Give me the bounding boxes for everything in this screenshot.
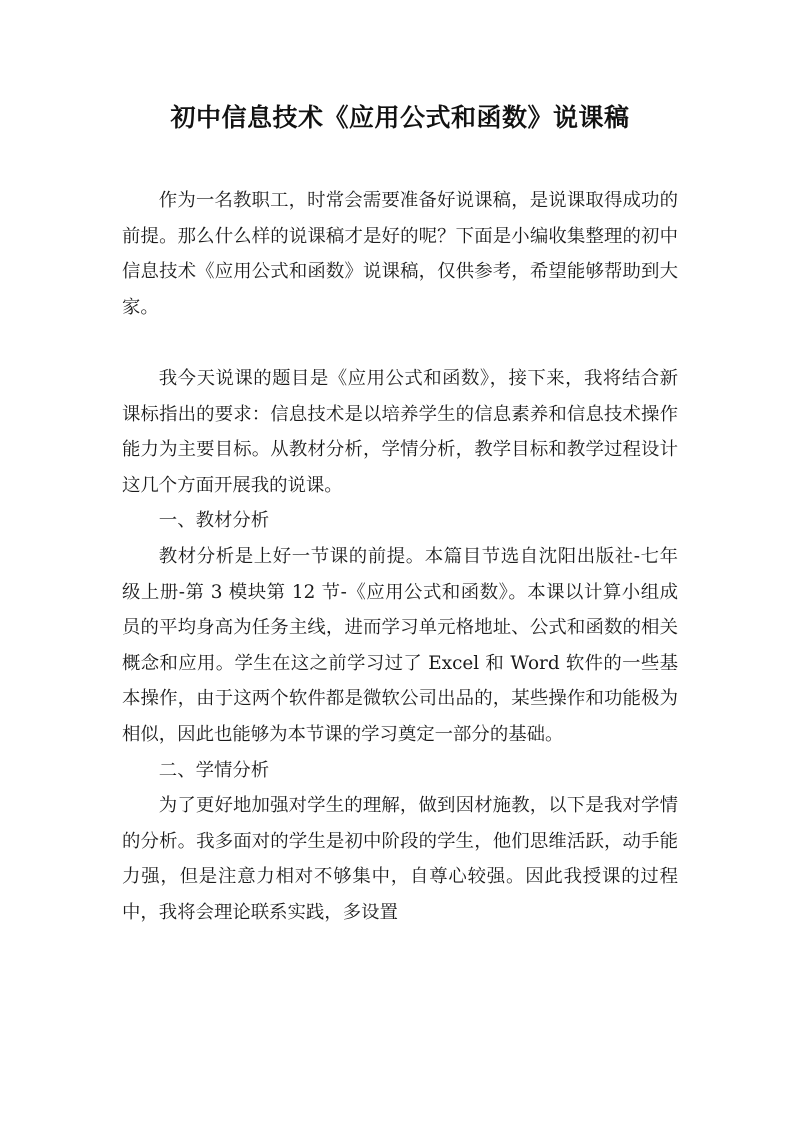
document-body — [122, 183, 678, 930]
topic-paragraph: 我今天说课的题目是《应用公式和函数》，接下来，我将结合新课标指出的要求：信息技术是以培养学生的信息素养和信息技术操作能力为主要目标。从教材分析，学情分析，教学目标和教学过程设计这几个方面开展我的说课。 — [122, 367, 678, 496]
student-analysis-paragraph: 为了更好地加强对学生的理解，做到因材施教，以下是我对学情的分析。我多面对的学生是初中阶段的学生，他们思维活跃，动手能力强，但是注意力相对不够集中，自尊心较强。因此我授课的过程中，我将会理论联系实践，多设置 — [122, 795, 678, 923]
document-title: 初中信息技术《应用公式和函数》说课稿 — [170, 103, 630, 132]
section-heading-student-analysis: 二、学情分析 — [158, 759, 270, 781]
intro-paragraph: 作为一名教职工，时常会需要准备好说课稿，是说课取得成功的前提。那么什么样的说课稿才是好的呢？下面是小编收集整理的初中信息技术《应用公式和函数》说课稿，仅供参考，希望能够帮助到大家。 — [122, 190, 678, 318]
paragraph-spacer — [122, 325, 678, 361]
section-heading-textbook-analysis: 一、教材分析 — [158, 510, 270, 532]
textbook-analysis-paragraph: 教材分析是上好一节课的前提。本篇目节选自沈阳出版社-七年级上册-第 3 模块第 12 节-《应用公式和函数》。本课以计算小组成员的平均身高为任务主线，进而学习单元格地址、公式和函数的相关概念和应用。学生在这之前学习过了 Excel 和 Word 软件的一些基本操作，由于这两个软件都是微软公司出品的，某些操作和功能极为相似，因此也能够为本节课的学习奠定一部分的基础。 — [122, 545, 678, 745]
